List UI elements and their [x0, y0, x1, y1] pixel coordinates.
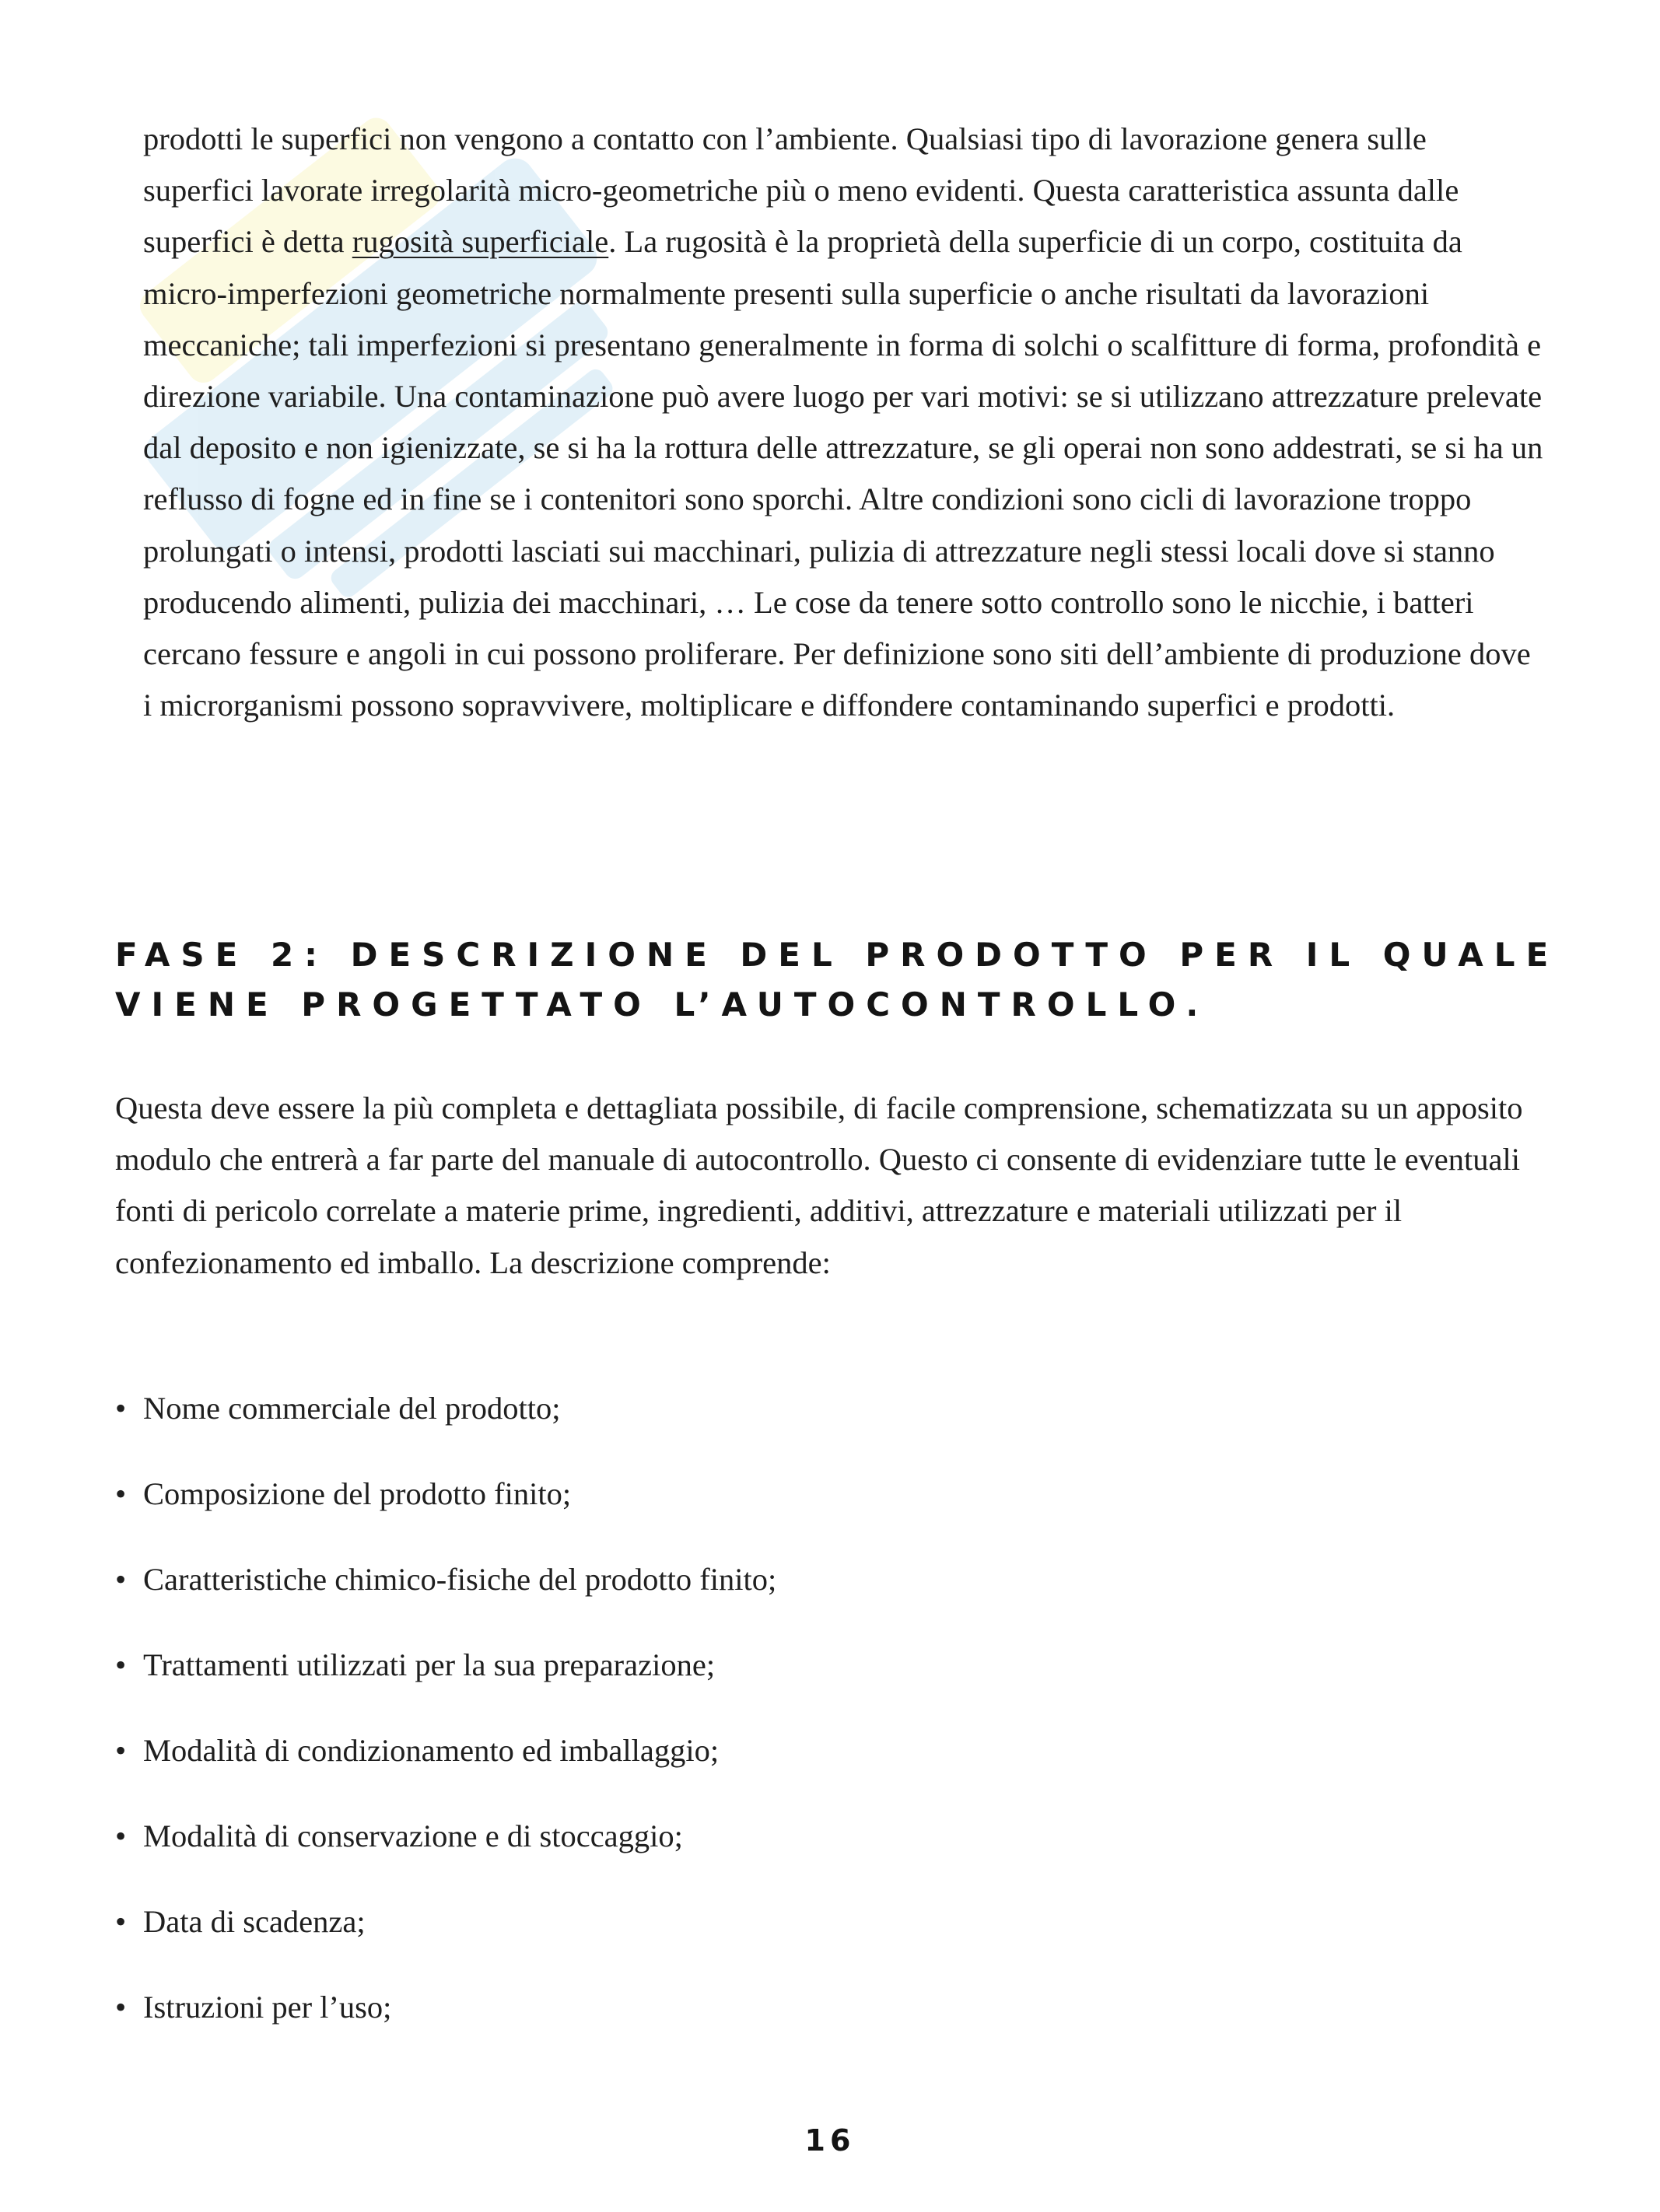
- list-item-text: Data di scadenza;: [143, 1904, 366, 1939]
- bullet-icon: •: [115, 1904, 127, 1939]
- list-item-text: Modalità di conservazione e di stoccaggio;: [143, 1818, 683, 1853]
- paragraph-1-text-after: . La rugosità è la proprietà della superficie di un corpo, costituita da micro-imperfezioni geometriche normalmente presenti sulla superficie o anche risultati da lavorazioni meccaniche; tali imperfezioni si presentano generalmente in forma di solchi o scalfitture di forma, profondità e direzione variabile. Una contaminazione può avere luogo per vari motivi: se si utilizzano attrezzature prelevate dal deposito e non igienizzate, se si ha la rottura delle attrezzature, se gli operai non sono addestrati, se si ha un reflusso di fogne ed in fine se i contenitori sono sporchi. Altre condizioni sono cicli di lavorazione troppo prolungati o intensi, prodotti lasciati sui macchinari, pulizia di attrezzature negli stessi locali dove si stanno producendo alimenti, pulizia dei macchinari, … Le cose da tenere sotto controllo sono le nicchie, i batteri cercano fessure e angoli in cui possono proliferare. Per definizione sono siti dell’ambiente di produzione dove i microrganismi possono sopravvivere, moltiplicare e diffondere contaminando superfici e prodotti.: [143, 224, 1543, 723]
- list-item: [115, 1468, 776, 1554]
- bullet-icon: •: [115, 1990, 127, 2025]
- description-list: [115, 1383, 776, 2067]
- bullet-icon: •: [115, 1476, 127, 1511]
- list-item-text: Trattamenti utilizzati per la sua preparazione;: [143, 1647, 716, 1682]
- list-item-text: Modalità di condizionamento ed imballaggio;: [143, 1733, 720, 1768]
- list-item: [115, 1982, 776, 2067]
- body-paragraph-2: Questa deve essere la più completa e dettagliata possibile, di facile comprensione, schematizzata su un apposito modulo che entrerà a far parte del manuale di autocontrollo. Questo ci consente di evidenziare tutte le eventuali fonti di pericolo correlate a materie prime, ingredienti, additivi, attrezzature e materiali utilizzati per il confezionamento ed imballo. La descrizione comprende:: [115, 1090, 1523, 1280]
- list-item-text: Istruzioni per l’uso;: [143, 1990, 392, 2025]
- section-heading-line-2: VIENE PROGETTATO L’AUTOCONTROLLO.: [115, 985, 1210, 1024]
- list-item: [115, 1383, 776, 1468]
- list-item-text: Caratteristiche chimico-fisiche del prodotto finito;: [143, 1562, 777, 1597]
- body-paragraph-1: [143, 114, 1543, 731]
- paragraph-1-text-before: prodotti le superfici non vengono a contatto con l’ambiente. Qualsiasi tipo di lavorazione genera sulle superfici lavorate irregolarità micro-geometriche più o meno evidenti. Questa caratteristica assunta dalle superfici è detta: [143, 121, 1459, 260]
- page-number: 16: [804, 2123, 856, 2158]
- list-item-text: Composizione del prodotto finito;: [143, 1476, 572, 1511]
- list-item: [115, 1554, 776, 1640]
- list-item: [115, 1725, 776, 1811]
- bullet-icon: •: [115, 1562, 127, 1597]
- bullet-icon: •: [115, 1647, 127, 1682]
- list-item-text: Nome commerciale del prodotto;: [143, 1391, 561, 1426]
- list-item: [115, 1811, 776, 1896]
- bullet-icon: •: [115, 1391, 127, 1426]
- section-heading: [115, 930, 1593, 1030]
- list-item: [115, 1896, 776, 1982]
- bullet-icon: •: [115, 1733, 127, 1768]
- section-heading-line-1: FASE 2: DESCRIZIONE DEL PRODOTTO PER IL QUALE: [115, 936, 1560, 974]
- bullet-icon: •: [115, 1818, 127, 1853]
- list-item: [115, 1640, 776, 1725]
- term-rugosita-superficiale: rugosità superficiale: [352, 224, 609, 260]
